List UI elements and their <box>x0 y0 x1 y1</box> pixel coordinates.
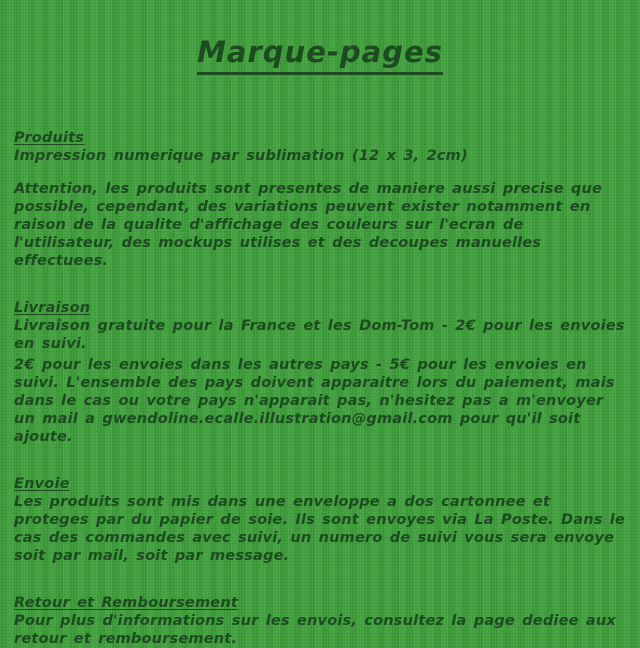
paragraph-produits-spec: Impression numerique par sublimation (12 x 3, 2cm) <box>14 147 468 164</box>
paragraph-produits-disclaimer: Attention, les produits sont presentes de maniere aussi precise que possible, cependant, des variations peuvent exister notamment en raison de la qualite d'affichage des couleurs sur l'ecran de l'utilisateur, des mockups utilises et des decoupes manuelles effectuees. <box>14 180 603 269</box>
page-title: Marque-pages <box>197 37 443 75</box>
section-heading-envoie: Envoie <box>14 475 70 492</box>
paragraph-envoie-details: Les produits sont mis dans une enveloppe a dos cartonnee et proteges par du papier de soie. Ils sont envoyes via La Poste. Dans le cas des commandes avec suivi, un numero de suivi vous sera envoye soit par mail, soit par message. <box>14 493 625 564</box>
paragraph-livraison-france: Livraison gratuite pour la France et les Dom-Tom - 2€ pour les envoies en suivi. <box>14 317 625 352</box>
section-produits <box>14 129 626 270</box>
title-wrap <box>14 18 626 95</box>
section-livraison <box>14 299 626 446</box>
paragraph-livraison-international: 2€ pour les envoies dans les autres pays - 5€ pour les envoies en suivi. L'ensemble des pays doivent apparaitre lors du paiement, mais dans le cas ou votre pays n'apparait pas, n'hesitez pas a m'envoyer un mail a gwendoline.ecalle.illustration@gmail.com pour qu'il soit ajoute. <box>14 356 615 445</box>
section-heading-livraison: Livraison <box>14 299 91 316</box>
page-content <box>14 129 626 648</box>
section-heading-retour-remboursement: Retour et Remboursement <box>14 594 238 611</box>
paragraph-retour-info: Pour plus d'informations sur les envois, consultez la page dediee aux retour et remboursement. <box>14 612 616 647</box>
section-heading-produits: Produits <box>14 129 85 146</box>
section-envoie <box>14 475 626 565</box>
